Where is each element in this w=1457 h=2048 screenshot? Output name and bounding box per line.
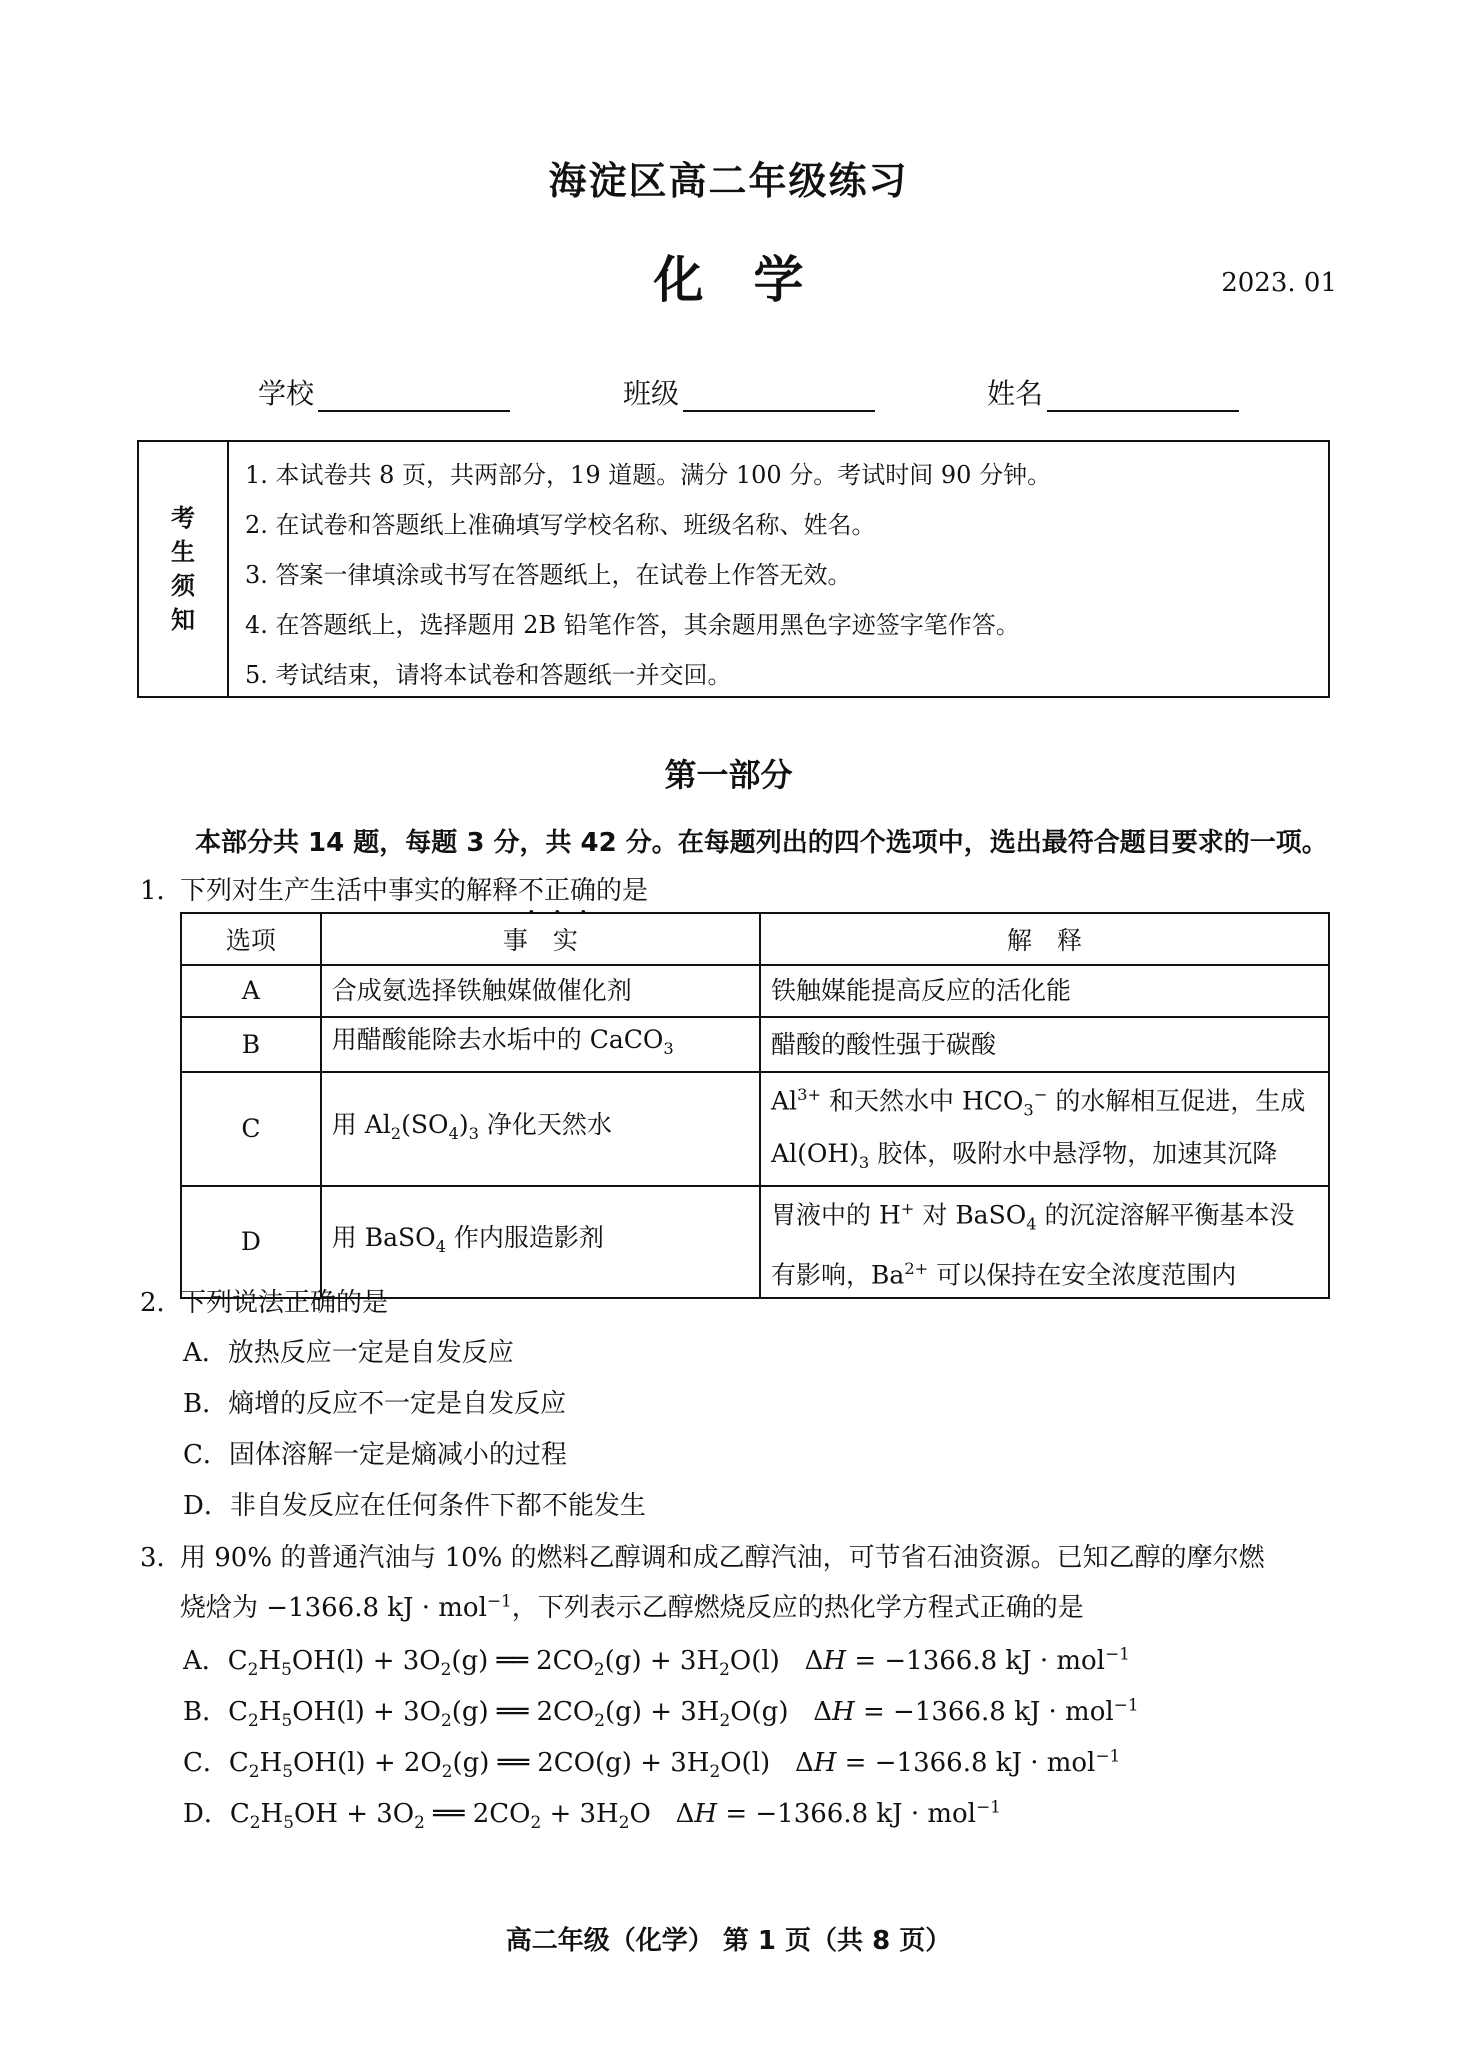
notice-side-label: 考 生 须 知 (139, 442, 229, 696)
notice-item: 3. 答案一律填涂或书写在答题纸上，在试卷上作答无效。 (245, 561, 852, 589)
question-3-stem: 3．用 90% 的普通汽油与 10% 的燃料乙醇调和成乙醇汽油，可节省石油资源。已知乙醇的摩尔燃 (140, 1543, 1265, 1573)
name-field: 姓名 (987, 372, 1239, 412)
question-2-option-b[interactable]: B．熵增的反应不一定是自发反应 (183, 1389, 567, 1419)
table-row (181, 1017, 1329, 1072)
explanation-cell: 醋酸的酸性强于碳酸 (760, 1017, 1329, 1072)
explanation-cell: 铁触媒能提高反应的活化能 (760, 965, 1329, 1017)
notice-item: 1. 本试卷共 8 页，共两部分，19 道题。满分 100 分。考试时间 90 分钟。 (245, 461, 1052, 489)
exam-title: 海淀区高二年级练习 (548, 158, 909, 203)
class-blank[interactable] (683, 382, 875, 412)
school-blank[interactable] (318, 382, 510, 412)
notice-list (229, 442, 1328, 696)
option-letter: D (181, 1186, 321, 1298)
option-letter: A (181, 965, 321, 1017)
question-3-option-a[interactable]: A．$C_2H_5OH(l) + 3O_2(g)$ ══ $2CO_2(g) + 3H_2O(l) \Delta H = -1366.8$ kJ · mol$^{-1}$ (183, 1643, 1130, 1680)
part-title: 第一部分 (664, 756, 793, 794)
exam-notice (137, 440, 1330, 698)
table-header-row (181, 913, 1329, 965)
question-2-stem: 2．下列说法正确的是 (140, 1288, 389, 1318)
exam-date: 2023. 01 (1221, 268, 1337, 298)
name-blank[interactable] (1047, 382, 1239, 412)
option-letter: C (181, 1072, 321, 1186)
question-2-option-d[interactable]: D．非自发反应在任何条件下都不能发生 (183, 1491, 646, 1521)
table-header: 事 实 (321, 913, 760, 965)
explanation-cell: 胃液中的 H+ 对 BaSO$_4$ 的沉淀溶解平衡基本没有影响，$Ba^{2+}$ 可以保持在安全浓度范围内 (760, 1186, 1329, 1298)
explanation-cell: $Al^{3+}$ 和天然水中 $HCO_3^-$ 的水解相互促进，生成 $Al(OH)_3$ 胶体，吸附水中悬浮物，加速其沉降 (760, 1072, 1329, 1186)
question-2-option-c[interactable]: C．固体溶解一定是熵减小的过程 (183, 1440, 567, 1470)
notice-item: 5. 考试结束，请将本试卷和答题纸一并交回。 (245, 661, 732, 689)
question-3-option-b[interactable]: B．$C_2H_5OH(l) + 3O_2(g)$ ══ $2CO_2(g) + 3H_2O(g) \Delta H = -1366.8$ kJ · mol$^{-1}$ (183, 1694, 1139, 1731)
page-footer: 高二年级（化学） 第 1 页（共 8 页） (505, 1926, 952, 1956)
table-row (181, 1072, 1329, 1186)
class-field: 班级 (623, 372, 875, 412)
question-1-table (180, 912, 1330, 1299)
fact-cell: 合成氨选择铁触媒做催化剂 (321, 965, 760, 1017)
option-letter: B (181, 1017, 321, 1072)
fact-cell: 用醋酸能除去水垢中的 CaCO$_3$ (321, 1017, 760, 1072)
question-3-option-d[interactable]: D．$C_2H_5OH + 3O_2$ ══ $2CO_2 + 3H_2O$ ΔH = −1366.8 kJ · mol$^{-1}$ (183, 1796, 1001, 1833)
table-row (181, 965, 1329, 1017)
question-1-stem: 1．下列对生产生活中事实的解释不正确的是 (140, 876, 649, 906)
fact-cell: 用 $Al_2(SO_4)_3$ 净化天然水 (321, 1072, 760, 1186)
notice-item: 4. 在答题纸上，选择题用 2B 铅笔作答，其余题用黑色字迹签字笔作答。 (245, 611, 1020, 639)
fact-cell: 用 BaSO$_4$ 作内服造影剂 (321, 1186, 760, 1298)
table-header: 解 释 (760, 913, 1329, 965)
table-header: 选项 (181, 913, 321, 965)
question-2-option-a[interactable]: A．放热反应一定是自发反应 (183, 1338, 514, 1368)
question-3-stem-line2: 烧焓为 −1366.8 kJ · mol$^{-1}$，下列表示乙醇燃烧反应的热化学方程式正确的是 (180, 1590, 1084, 1623)
part-description: 本部分共 14 题，每题 3 分，共 42 分。在每题列出的四个选项中，选出最符合题目要求的一项。 (195, 828, 1328, 858)
question-3-option-c[interactable]: C．$C_2H_5OH(l) + 2O_2(g)$ ══ $2CO(g) + 3H_2O(l) \Delta H = -1366.8$ kJ · mol$^{-1}$ (183, 1745, 1121, 1782)
exam-subject: 化学 (653, 250, 854, 309)
notice-item: 2. 在试卷和答题纸上准确填写学校名称、班级名称、姓名。 (245, 511, 876, 539)
emphasized-text: 不正确 (518, 876, 597, 906)
school-field: 学校 (258, 372, 510, 412)
